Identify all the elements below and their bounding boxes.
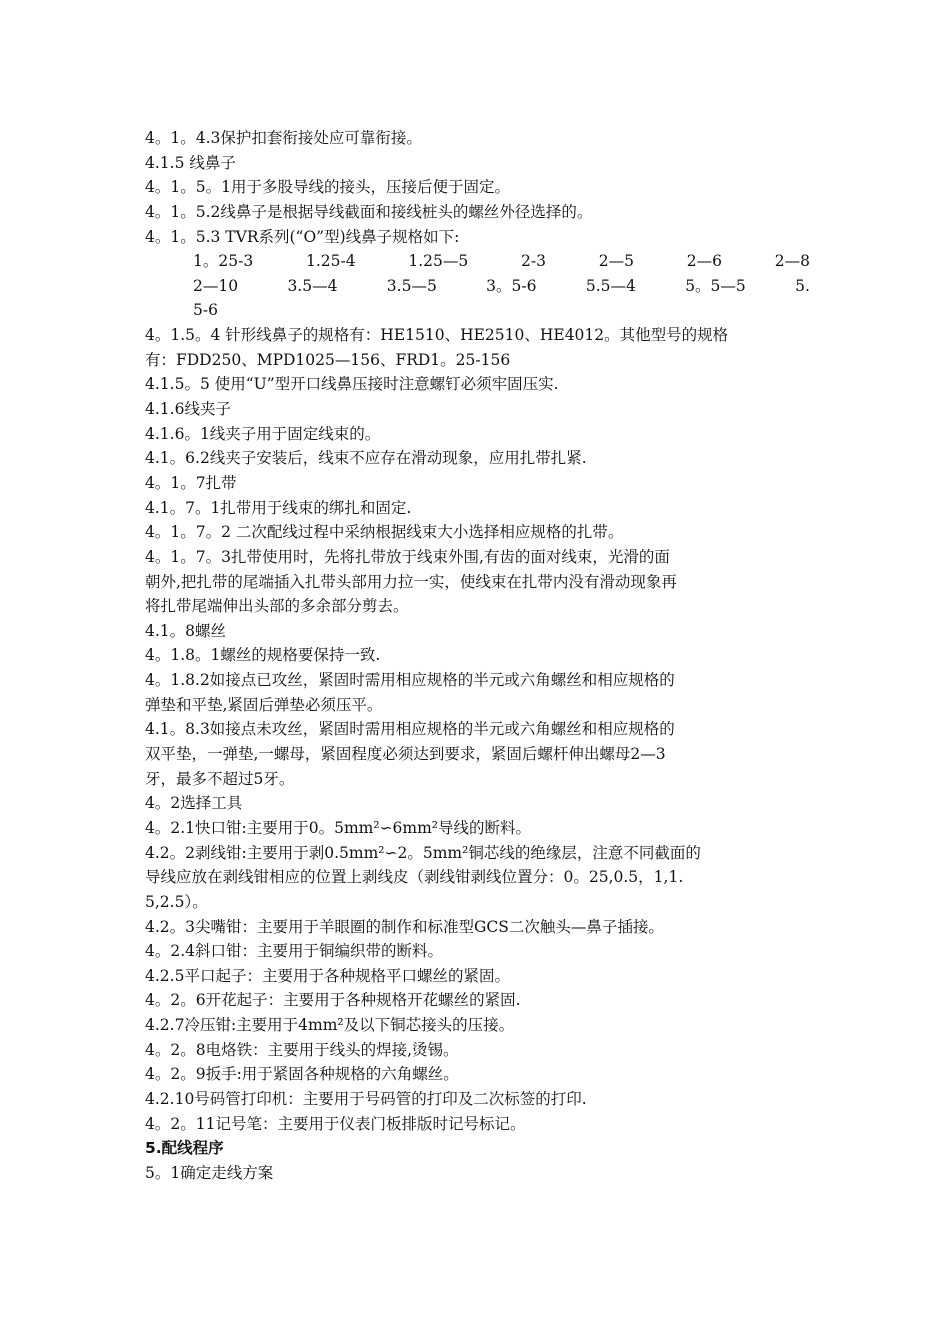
text-line: 将扎带尾端伸出头部的多余部分剪去。 bbox=[145, 597, 409, 616]
text-line: 4.1。7。1扎带用于线束的绑扎和固定. bbox=[145, 498, 412, 517]
section-heading: 4.1。8螺丝 bbox=[145, 621, 227, 640]
spec-item: 5. bbox=[795, 276, 810, 295]
section-heading: 4。1。7扎带 bbox=[145, 473, 237, 492]
text-line: 4.2。2剥线钳:主要用于剥0.5mm²∽2。5mm²铜芯线的绝缘层，注意不同截面的 bbox=[145, 843, 701, 862]
spec-item: 2—10 bbox=[193, 276, 239, 295]
text-line: 4.2.7冷压钳:主要用于4mm²及以下铜芯接头的压接。 bbox=[145, 1016, 515, 1035]
text-line: 双平垫，一弹垫,一螺母，紧固程度必须达到要求，紧固后螺杆伸出螺母2—3 bbox=[145, 745, 666, 764]
chapter-heading: 5.配线程序 bbox=[145, 1139, 224, 1158]
text-line: 4.1。8.3如接点未攻丝，紧固时需用相应规格的半元或六角螺丝和相应规格的 bbox=[145, 720, 675, 739]
spec-item: 3.5—5 bbox=[386, 276, 437, 295]
text-line: 4.2.5平口起子：主要用于各种规格平口螺丝的紧固。 bbox=[145, 966, 510, 985]
section-heading: 4.1.5 线鼻子 bbox=[145, 153, 236, 172]
text-line: 4.1。6.2线夹子安装后，线束不应存在滑动现象，应用扎带扎紧. bbox=[145, 449, 587, 468]
text-line: 4.1.6。1线夹子用于固定线束的。 bbox=[145, 424, 381, 443]
spec-list-row-1 bbox=[145, 249, 810, 274]
spec-item: 5.5—4 bbox=[585, 276, 636, 295]
spec-item: 2-3 bbox=[520, 252, 546, 271]
spec-list-row-3: 5-6 bbox=[193, 301, 218, 320]
text-line: 4。1。7。2 二次配线过程中采纳根据线束大小选择相应规格的扎带。 bbox=[145, 523, 624, 542]
text-line: 4。1。5。1用于多股导线的接头，压接后便于固定。 bbox=[145, 178, 510, 197]
section-heading: 4.1.6线夹子 bbox=[145, 400, 231, 419]
text-line: 4。1。7。3扎带使用时，先将扎带放于线束外围,有齿的面对线束，光滑的面 bbox=[145, 547, 670, 566]
text-line: 4。2。6开花起子：主要用于各种规格开花螺丝的紧固. bbox=[145, 991, 521, 1010]
section-heading: 5。1确定走线方案 bbox=[145, 1163, 274, 1182]
text-line: 4。1。4.3保护扣套衔接处应可靠衔接。 bbox=[145, 129, 422, 147]
text-line: 4.2.10号码管打印机：主要用于号码管的打印及二次标签的打印. bbox=[145, 1089, 587, 1108]
section-heading: 4。2选择工具 bbox=[145, 794, 243, 813]
text-line: 朝外,把扎带的尾端插入扎带头部用力拉一实，使线束在扎带内没有滑动现象再 bbox=[145, 572, 677, 591]
text-line: 4.2。3尖嘴钳：主要用于羊眼圈的制作和标准型GCS二次触头—鼻子插接。 bbox=[145, 917, 664, 936]
text-line: 4。1.8。1螺丝的规格要保持一致. bbox=[145, 646, 381, 665]
spec-item: 1.25-4 bbox=[305, 252, 356, 271]
text-line: 导线应放在剥线钳相应的位置上剥线皮（剥线钳剥线位置分：0。25,0.5，1,1. bbox=[145, 868, 684, 887]
text-line: 4。1.5。4 针形线鼻子的规格有：HE1510、HE2510、HE4012。其他型号的规格 bbox=[145, 326, 729, 345]
text-line: 4。2.4斜口钳：主要用于铜编织带的断料。 bbox=[145, 942, 444, 961]
text-line: 4。2.1快口钳:主要用于0。5mm²∽6mm²导线的断料。 bbox=[145, 818, 532, 837]
text-line: 4.1.5。5 使用“U”型开口线鼻压接时注意螺钉必须牢固压实. bbox=[145, 375, 559, 394]
spec-item: 3。5-6 bbox=[486, 276, 537, 295]
text-line: 4。2。9扳手:用于紧固各种规格的六角螺丝。 bbox=[145, 1065, 459, 1084]
text-line: 牙，最多不超过5牙。 bbox=[145, 769, 295, 788]
text-line: 4。2。8电烙铁：主要用于线头的焊接,烫锡。 bbox=[145, 1040, 459, 1059]
document-body bbox=[145, 126, 810, 1186]
text-line: 4。1.8.2如接点已攻丝，紧固时需用相应规格的半元或六角螺丝和相应规格的 bbox=[145, 671, 675, 690]
spec-list-row-2 bbox=[145, 274, 810, 299]
spec-item: 1.25—5 bbox=[408, 252, 469, 271]
text-line: 弹垫和平垫,紧固后弹垫必须压平。 bbox=[145, 695, 383, 714]
text-line: 有：FDD250、MPD1025—156、FRD1。25-156 bbox=[145, 350, 511, 369]
text-line: 4。1。5.2线鼻子是根据导线截面和接线桩头的螺丝外径选择的。 bbox=[145, 202, 593, 221]
spec-item: 5。5—5 bbox=[685, 276, 746, 295]
spec-item: 2—8 bbox=[774, 252, 810, 271]
spec-item: 1。25-3 bbox=[193, 252, 254, 271]
text-line: 4。2。11记号笔：主要用于仪表门板排版时记号标记。 bbox=[145, 1114, 526, 1133]
text-line: 5,2.5）。 bbox=[145, 892, 208, 911]
text-line: 4。1。5.3 TVR系列(“O”型)线鼻子规格如下: bbox=[145, 227, 460, 246]
spec-item: 3.5—4 bbox=[287, 276, 338, 295]
spec-item: 2—6 bbox=[686, 252, 722, 271]
spec-item: 2—5 bbox=[598, 252, 634, 271]
